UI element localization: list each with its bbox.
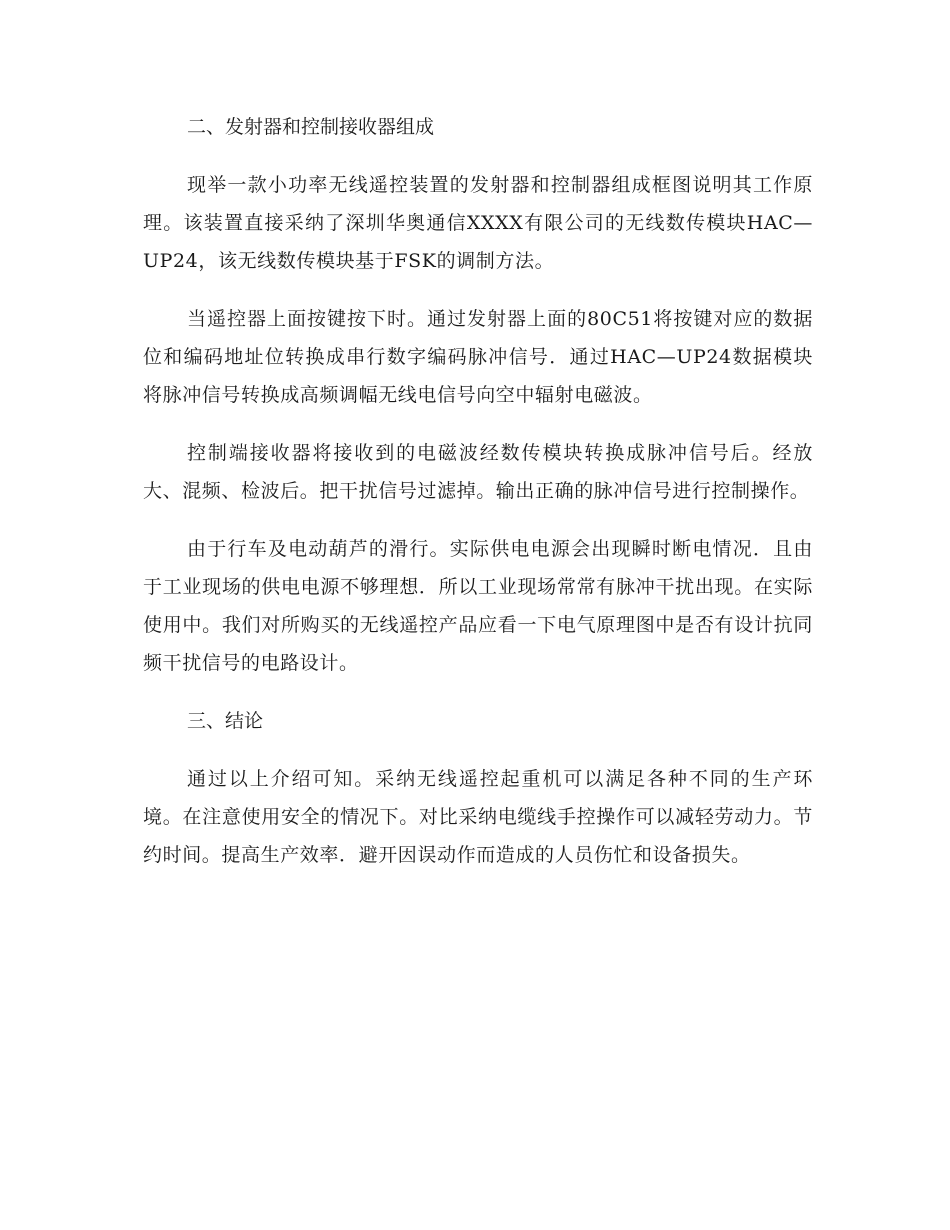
document-page [143, 108, 813, 894]
paragraph-transmitter: 当遥控器上面按键按下时。通过发射器上面的80C51将按键对应的数据位和编码地址位转换成串行数字编码脉冲信号．通过HAC—UP24数据模块将脉冲信号转换成高频调幅无线电信号向空中辐射电磁波。 [143, 308, 813, 406]
section-heading-composition: 二、发射器和控制接收器组成 [187, 116, 435, 138]
paragraph-conclusion: 通过以上介绍可知。采纳无线遥控起重机可以满足各种不同的生产环境。在注意使用安全的情况下。对比采纳电缆线手控操作可以减轻劳动力。节约时间。提高生产效率．避开因误动作而造成的人员伤忙和设备损失。 [143, 768, 813, 866]
paragraph-receiver: 控制端接收器将接收到的电磁波经数传模块转换成脉冲信号后。经放大、混频、检波后。把干扰信号过滤掉。输出正确的脉冲信号进行控制操作。 [143, 442, 813, 502]
section-heading-conclusion: 三、结论 [187, 710, 264, 732]
paragraph-interference: 由于行车及电动葫芦的滑行。实际供电电源会出现瞬时断电情况．且由于工业现场的供电电源不够理想．所以工业现场常常有脉冲干扰出现。在实际使用中。我们对所购买的无线遥控产品应看一下电气原理图中是否有设计抗同频干扰信号的电路设计。 [143, 538, 813, 674]
paragraph-framework-intro: 现举一款小功率无线遥控装置的发射器和控制器组成框图说明其工作原理。该装置直接采纳了深圳华奥通信XXXX有限公司的无线数传模块HAC—UP24，该无线数传模块基于FSK的调制方法。 [143, 174, 813, 272]
